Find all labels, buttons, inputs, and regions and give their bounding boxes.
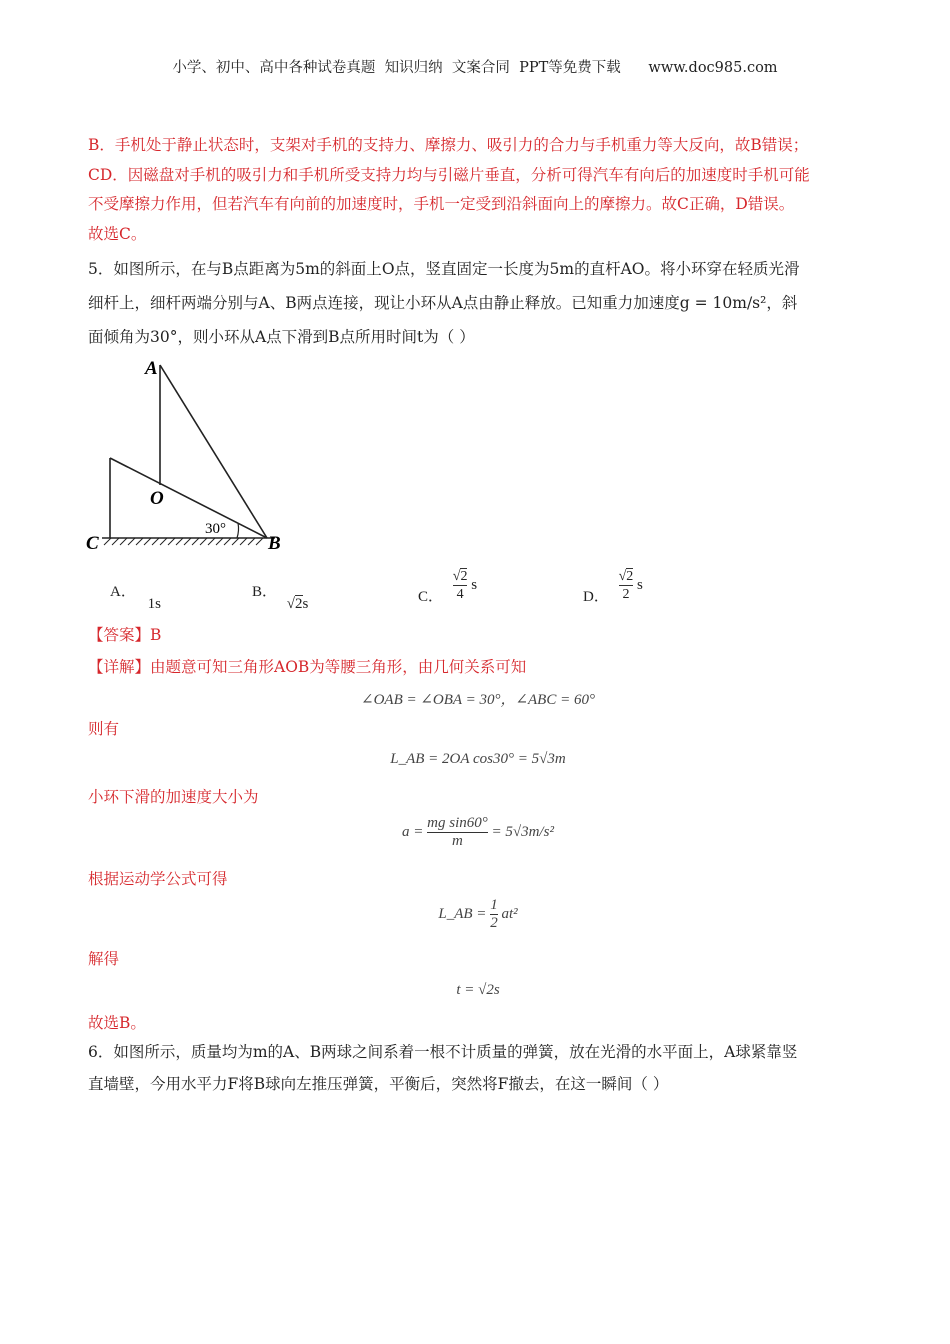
eq3-lhs: a = [402,823,424,840]
equation-angles: ∠OAB = ∠OBA = 30°，∠ABC = 60° [361,692,595,708]
equation-time: t = √2s [456,982,500,998]
option-a [110,580,161,612]
eq4-lhs: L_AB = [438,905,487,922]
equation-kinematics [88,897,868,932]
option-b-label: B． [252,584,278,600]
eq4-den: 2 [490,915,498,931]
eq3-num: mg sin60° [427,815,488,831]
option-d: D． $\frac{√2}{2}$ s [583,569,643,605]
question6-line1: 6．如图所示，质量均为m的A、B两球之间系着一根不计质量的弹簧，放在光滑的水平面上，A球紧靠竖 [88,1043,798,1061]
option-d-unit: s [637,576,643,593]
then-label: 则有 [88,720,120,738]
option-b: B． √2s [252,584,309,612]
equation-length: L_AB = 2OA cos30° = 5√3m [390,751,566,767]
option-c-num: 2 [460,569,468,584]
angle-arc [237,523,239,538]
solution-line-cd2: 不受摩擦力作用，但若汽车有向前的加速度时，手机一定受到沿斜面向上的摩擦力。故C正确，D错误。 [88,195,795,213]
label-a: A [145,358,158,379]
label-c: C [86,533,99,554]
option-d-num: 2 [626,569,634,584]
rod-ab [160,365,267,538]
option-c: C． $\frac{√2}{4}$ s [418,569,478,605]
option-a-value: 1s [147,596,161,612]
option-c-label: C． [418,588,444,605]
option-b-unit: s [302,596,309,612]
page-header: 小学、初中、高中各种试卷真题 知识归纳 文案合同 PPT等免费下载 www.doc985.com [172,60,778,76]
eq4-rhs: at² [501,905,518,922]
eq3-den: m [427,832,488,850]
incline-surface [110,458,267,538]
option-a-label: A． [110,584,136,600]
detail-label: 【详解】 [88,658,151,676]
option-d-label: D． [583,588,609,605]
answer-choose: 故选B。 [88,1014,146,1032]
solution-line-b: B．手机处于静止状态时，支架对手机的支持力、摩擦力、吸引力的合力与手机重力等大反向，故B错误； [88,136,809,154]
label-o: O [150,488,164,509]
detail-line [88,656,868,678]
question6-line2: 直墙壁，今用水平力F将B球向左推压弹簧，平衡后，突然将F撤去，在这一瞬间（ ） [88,1075,669,1093]
equation-acceleration [88,815,868,850]
eq3-rhs: = 5√3m/s² [491,823,554,840]
detail-text: 由题意可知三角形AOB为等腰三角形，由几何关系可知 [150,658,527,676]
solve-label: 解得 [88,950,120,968]
question5-line2: 细杆上，细杆两端分别与A、B两点连接，现让小环从A点由静止释放。已知重力加速度g = 10m/s²，斜 [88,294,798,312]
ground-hatching [104,538,263,545]
label-b: B [268,533,281,554]
question5-line3: 面倾角为30°，则小环从A点下滑到B点所用时间t为（ ） [88,328,475,346]
option-c-den: 4 [453,585,468,603]
incline-figure [80,355,295,555]
question5-line1: 5．如图所示，在与B点距离为5m的斜面上O点，竖直固定一长度为5m的直杆AO。将小环穿在轻质光滑 [88,260,800,278]
angle-label: 30° [205,521,226,537]
kinematics-text: 根据运动学公式可得 [88,870,228,888]
acceleration-text: 小环下滑的加速度大小为 [88,788,259,806]
solution-choose: 故选C。 [88,225,147,243]
option-b-radicand: 2 [295,596,303,612]
option-c-unit: s [471,576,478,593]
answer-label: 【答案】B [88,626,162,644]
option-d-den: 2 [619,585,634,603]
solution-line-cd1: CD．因磁盘对手机的吸引力和手机所受支持力均与引磁片垂直，分析可得汽车有向后的加速度时手机可能 [88,166,810,184]
eq4-num: 1 [490,897,498,913]
